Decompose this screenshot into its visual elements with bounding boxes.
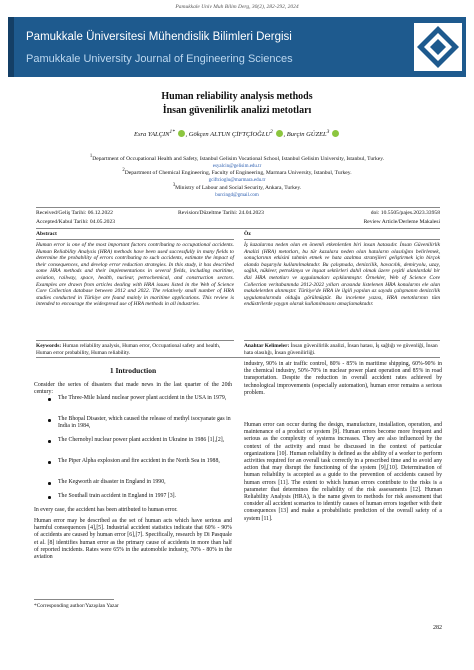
intro-paragraph: Human error may be described as the set of human acts which have serious and harmful consequences [4],[5]. Industrial accident statistics indicate that 60% - 90% of accidents are caused by human error [6],[7]. Specifically, research by Di Pasquale et al. [8] identifies human error as the primary cause of accidents in more than half of reported incidents. Rates were 65% in the automobile industry, 70% - 80% in the aviation [34,518,232,561]
divider [36,228,440,229]
keywords-en [36,343,234,356]
divider [244,340,440,341]
bullet-icon [48,482,51,485]
list-item: The Chernobyl nuclear power plant accident in Ukraine in 1986 [1],[2], [58,437,225,443]
journal-name-en: Pamukkale University Journal of Engineering Sciences [26,53,293,65]
author-name: Esra YALÇIN [134,131,170,139]
article-title-tr: İnsan güvenilirlik analizi metotları [162,105,312,116]
keywords-text: İnsan güvenilirlik analizi, İnsan hatası, İş sağlığı ve güvenliği, İnsan hata olasılığı, İnsan güvenilirliği. [244,343,438,356]
keywords-label: Anahtar Kelimeler: [244,343,290,349]
article-title-en: Human reliability analysis methods [161,91,313,102]
list-item: The Kegworth air disaster in England in 1990, [58,479,166,485]
author-name: Gökçen ALTUN ÇİFTÇİOĞLU [188,131,271,139]
bullet-icon [48,398,51,401]
orcid-icon[interactable] [178,130,185,137]
keywords-text: Human reliability analysis, Human error, Occupational safety and health, Human error probability, Human reliability. [36,343,221,356]
intro-lead: Consider the series of disasters that made news in the last quarter of the 20th century: [34,382,232,396]
keywords-tr [244,343,440,356]
doi[interactable]: doi: 10.5505/pajes.2023.33958 [370,210,440,216]
received-date: Received/Geliş Tarihi: 06.12.2022 [36,210,113,216]
journal-banner [8,17,466,77]
affiliation-text: Department of Chemical Engineering, Faculty of Engineering, Marmara University, Istanbul, Turkey. [124,169,352,176]
bullet-icon [48,496,51,499]
footnote-rule [34,599,114,600]
university-logo-icon [414,23,462,71]
orcid-icon[interactable] [332,130,339,137]
author-email[interactable]: esyalcin@gelisim.edu.tr [212,163,262,169]
author-email[interactable]: gciftcioglu@marmara.edu.tr [208,177,266,183]
journal-name-tr: Pamukkale Üniversitesi Mühendislik Bilimleri Dergisi [26,31,292,43]
affiliation-2: $^2$Department of Chemical Engineering, Faculty of Engineering, Marmara University, Istanbul, Turkey. gciftcioglu@marmara.edu.tr [122,168,352,183]
author-name: Burçin GÜZEL [286,131,327,139]
abstract-text: Human error is one of the most important factors contributing to occupational accidents. Human Reliability Analysis (HRA) methods have been used successfully in many fields to determine the probability of errors contributing to such accidents, estimate the impact of their consequences, and develop error reduction strategies. In this study, it has described some HRA methods and their implementations in several fields, including maritime, aviation, railway, space, health, nuclear, petrochemical, and construction sectors. Examples are drawn from articles dealing with HRA issues listed in the Web of Science Core Collection database between 2012 and 2022. The relatively small number of HRA studies conducted in Türkiye are found mainly in maritime applications. This review is intended to encourage the widespread use of HRA methods in all industries. [36,242,234,308]
list-item: The Bhopal Disaster, which caused the release of methyl isocyanate gas in India in 1984, [58,416,231,430]
affiliation-text: Ministry of Labour and Social Security, Ankara, Turkey. [175,184,302,191]
page-number: 282 [433,625,442,631]
keywords-label: Keywords: [36,343,62,349]
affiliation-3: $^3$Ministry of Labour and Social Security, Ankara, Turkey. burcingd@gmail.com [172,183,302,198]
divider [36,207,440,208]
bullet-icon [48,419,51,422]
footnote: *Corresponding author/Yazışılan Yazar [34,603,119,609]
affiliation-1: $^1$Department of Occupational Health and Safety, Istanbul Gelisim Vocational School, Istanbul Gelisim University, Istanbul, Turkey. esyalcin@gelisim.edu.tr [89,154,385,169]
divider [36,239,234,240]
bullet-icon [48,461,51,464]
oz-text: İş kazalarına neden olan en önemli etkenlerden biri insan hatasıdır. İnsan Güvenilirlik Analizi (HRA) metotları, bu tür kazalara neden olan hataların olasılığını belirlemek, sonuçlarının etkisini tahmin etmek ve hata azaltma stratejileri geliştirmek için birçok alanda başarıyla kullanılmaktadır. Bu çalışmada, denizcilik, havacılık, demiryolu, uzay, sağlık, nükleer, petrokimya ve inşaat sektörleri dahil olmak üzere çeşitli alanlardaki bir dizi HRA metotları ve uygulamaları açıklanmıştır. Örnekler, Web of Science Core Collection veritabanında 2012-2022 yılları arasında listelenen HRA konularını ele alan makalelerden alınmıştır. Türkiye'de HRA ile ilgili yapılan az sayıda çalışmanın denizcilik uygulamalarında olduğu görülmüştür. Bu inceleme yazısı, HRA metotlarının tüm endüstrilerde yaygın olarak kullanılmasını amaçlamaktadır. [244,242,440,308]
intro-paragraph: Human error can occur during the design, manufacture, installation, operation, and maintenance of a product or system [9]. Human errors become more frequent and serious as the complexity of systems increases. They are also influenced by the context of the activity and must be discussed in the context of particular organizations [10]. Human reliability is defined as the ability of a worker to perform activities required for an overall task correctly in a prescribed time and to avoid any action that may disrupt the functioning of the system [9],[10]. Determination of human reliability is accepted as a guide to the prevention of accidents caused by human errors [11]. The extent to which human errors contribute to the risks is a parameter that determines the reliability of the risk assessments [12]. Human Reliability Analysis (HRA), is the name given to methods for risk assessment that consider all accident scenarios to identify causes of human errors together with their consequences [13] and make a probabilistic prediction of the overall safety of a system [11]. [244,422,442,522]
abstract-heading: Abstract [36,231,57,237]
affiliation-text: Department of Occupational Health and Safety, Istanbul Gelisim Vocational School, Istanbul Gelisim University, Istanbul, Turkey. [92,155,385,162]
accepted-date: Accepted/Kabul Tarihi: 04.05.2023 [36,219,116,225]
divider [244,239,440,240]
orcid-icon[interactable] [276,130,283,137]
list-item: The Southall train accident in England in 1997 [3]. [58,493,177,499]
banner-accent-bar [8,17,14,77]
article-type: Review Article/Derleme Makalesi [363,219,440,225]
divider [36,340,234,341]
section-heading-introduction: 1 Introduction [109,366,157,375]
list-item: The Three-Mile Island nuclear power plant accident in the USA in 1979, [58,395,227,401]
intro-paragraph: In every case, the accident has been attributed to human error. [34,507,178,513]
bullet-icon [48,440,51,443]
author-list: Esra $YALÇIN^{1*}$ , Gökçen ALTUN ÇİFTÇİOĞLU$^2$ , Burçin GÜZEL$^3$ [0,129,474,138]
oz-heading: Öz [244,231,251,237]
intro-paragraph: industry, 90% in air traffic control, 80% - 85% in maritime shipping, 60%-90% in the chemical industry, 50%-70% in nuclear power plant operation and 85% in road transportation. Despite the reduction in overall accident rates achieved by technological improvements (especially automation), human error remains a serious problem. [244,361,442,396]
author-email[interactable]: burcingd@gmail.com [215,192,259,198]
divider [36,357,440,358]
revision-date: Revision/Düzeltme Tarihi: 24.04.2023 [178,210,264,216]
list-item: The Piper Alpha explosion and fire accident in the North Sea in 1988, [58,458,220,464]
running-header: Pamukkale Univ Muh Bilim Derg, 30(2), 282-292, 2024 [175,4,299,10]
